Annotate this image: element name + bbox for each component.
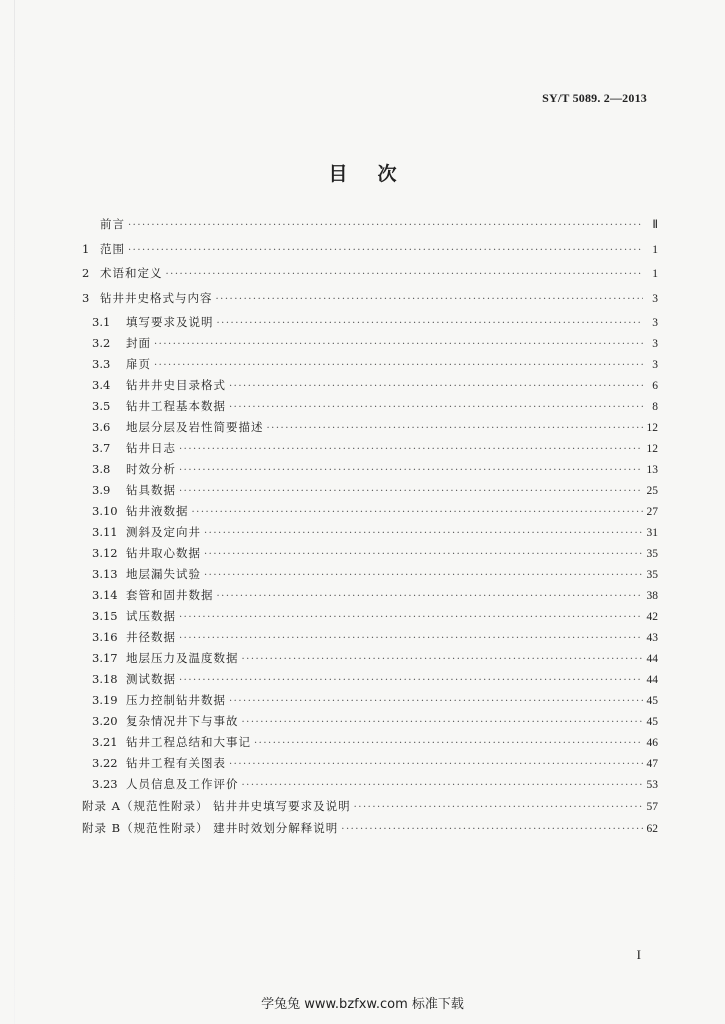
- toc-entry: [82, 356, 658, 372]
- toc-entry-page: 44: [646, 674, 658, 686]
- toc-leader-dots: [192, 507, 644, 518]
- toc-entry-page: 6: [652, 380, 658, 392]
- toc-entry: [82, 314, 658, 330]
- toc-entry-number: 2: [82, 266, 90, 280]
- toc-entry-number: 3.1: [92, 315, 111, 329]
- toc-entry-number: 3.11: [92, 525, 118, 539]
- toc-entry-label: 范围: [100, 242, 125, 256]
- toc-entry-page: 57: [646, 801, 658, 813]
- toc-entry-page: 42: [646, 611, 658, 623]
- toc-entry-page: 35: [646, 569, 658, 581]
- toc-entry-page: Ⅱ: [652, 219, 658, 231]
- toc-entry: [82, 461, 658, 477]
- toc-entry-label: 钻井取心数据: [126, 546, 201, 560]
- toc-entry: [82, 419, 658, 435]
- toc-leader-dots: [179, 633, 643, 644]
- toc-entry-number: 3.17: [92, 651, 118, 665]
- toc-leader-dots: [179, 465, 643, 476]
- toc-leader-dots: [229, 759, 643, 770]
- toc-entry-number: 3.22: [92, 756, 118, 770]
- toc-entry-label: 钻井井史目录格式: [126, 378, 226, 392]
- toc-entry-label: 扉页: [126, 357, 151, 371]
- toc-entry-number: 3.20: [92, 714, 118, 728]
- toc-entry-number: 3.19: [92, 693, 118, 707]
- toc-entry-page: 13: [646, 464, 658, 476]
- toc-entry-number: 3.13: [92, 567, 118, 581]
- toc-entry-number: 3.4: [92, 378, 111, 392]
- toc-entry-page: 3: [652, 338, 658, 350]
- toc-entry-label: 井径数据: [126, 630, 176, 644]
- toc-entry-page: 12: [646, 443, 658, 455]
- toc-entry-label: 地层分层及岩性简要描述: [126, 420, 264, 434]
- toc-entry: [82, 290, 658, 306]
- toc-leader-dots: [128, 245, 643, 256]
- toc-leader-dots: [179, 612, 643, 623]
- toc-entry-label: 复杂情况井下与事故: [126, 714, 239, 728]
- toc-entry-label: 钻井井史格式与内容: [100, 291, 213, 305]
- toc-entry-number: 1: [82, 242, 90, 256]
- toc-entry-label: 地层压力及温度数据: [126, 651, 239, 665]
- toc-leader-dots: [267, 423, 644, 434]
- toc-entry-page: 8: [652, 401, 658, 413]
- toc-entry-label: 钻井工程总结和大事记: [126, 735, 251, 749]
- toc-entry-number: 3.16: [92, 630, 118, 644]
- toc-entry: [82, 241, 658, 257]
- toc-entry: [82, 216, 658, 232]
- toc-entry: [82, 398, 658, 414]
- toc-leader-dots: [154, 360, 643, 371]
- toc-entry-page: 44: [646, 653, 658, 665]
- toc-entry: [82, 524, 658, 540]
- toc-entry-number: 3.2: [92, 336, 111, 350]
- toc-entry: [82, 566, 658, 582]
- toc-leader-dots: [154, 339, 643, 350]
- toc-entry-label: 试压数据: [126, 609, 176, 623]
- toc-entry-number: 3.10: [92, 504, 118, 518]
- toc-entry-page: 25: [646, 485, 658, 497]
- toc-entry-number: 3.18: [92, 672, 118, 686]
- toc-leader-dots: [128, 220, 643, 231]
- toc-leader-dots: [242, 780, 644, 791]
- toc-entry-page: 27: [646, 506, 658, 518]
- toc-entry-label: 地层漏失试验: [126, 567, 201, 581]
- toc-leader-dots: [166, 269, 644, 280]
- toc-entry: [82, 545, 658, 561]
- toc-entry-label: 附录 A（规范性附录） 钻井井史填写要求及说明: [82, 799, 351, 813]
- toc-leader-dots: [354, 802, 643, 813]
- toc-entry: [82, 503, 658, 519]
- toc-entry-label: 时效分析: [126, 462, 176, 476]
- toc-entry: [82, 440, 658, 456]
- toc-entry: [82, 265, 658, 281]
- toc-leader-dots: [254, 738, 643, 749]
- toc-entry-label: 人员信息及工作评价: [126, 777, 239, 791]
- toc-entry: [82, 377, 658, 393]
- toc-entry: [82, 671, 658, 687]
- toc-entry-label: 压力控制钻井数据: [126, 693, 226, 707]
- toc-leader-dots: [204, 570, 643, 581]
- toc-entry-label: 封面: [126, 336, 151, 350]
- page-number: I: [636, 947, 641, 962]
- toc-entry-page: 45: [646, 716, 658, 728]
- toc-entry-page: 1: [652, 244, 658, 256]
- toc-entry-number: 3.14: [92, 588, 118, 602]
- toc-entry-number: 3.12: [92, 546, 118, 560]
- toc-entry-number: 3.5: [92, 399, 111, 413]
- toc-entry-label: 钻具数据: [126, 483, 176, 497]
- toc-entry-label: 钻井液数据: [126, 504, 189, 518]
- toc-entry-number: 3.21: [92, 735, 118, 749]
- toc-entry: [82, 650, 658, 666]
- toc-entry-label: 前言: [100, 217, 125, 231]
- toc-entry: [82, 608, 658, 624]
- toc-entry-number: 3.23: [92, 777, 118, 791]
- page-title: 目次: [328, 163, 427, 185]
- toc-entry-number: 3: [82, 291, 90, 305]
- toc-entry-number: 3.7: [92, 441, 111, 455]
- toc-entry-page: 12: [646, 422, 658, 434]
- toc-leader-dots: [229, 381, 643, 392]
- toc-leader-dots: [216, 294, 644, 305]
- toc-entry-page: 3: [652, 293, 658, 305]
- toc-entry: [82, 587, 658, 603]
- toc-entry-page: 45: [646, 695, 658, 707]
- toc-entry-label: 附录 B（规范性附录） 建井时效划分解释说明: [82, 821, 339, 835]
- toc-entry-label: 套管和固井数据: [126, 588, 214, 602]
- toc-entry-label: 钻井工程基本数据: [126, 399, 226, 413]
- toc-entry: [82, 629, 658, 645]
- toc-entry-label: 术语和定义: [100, 266, 163, 280]
- toc-leader-dots: [242, 717, 644, 728]
- toc-entry: [82, 692, 658, 708]
- toc-entry: [82, 734, 658, 750]
- toc-entry-page: 38: [646, 590, 658, 602]
- toc-entry-number: 3.3: [92, 357, 111, 371]
- toc-entry-page: 3: [652, 317, 658, 329]
- toc-entry: [82, 755, 658, 771]
- standard-code: SY/T 5089. 2—2013: [542, 91, 647, 105]
- toc-entry-label: 钻井日志: [126, 441, 176, 455]
- toc-leader-dots: [179, 675, 643, 686]
- toc-entry-page: 53: [646, 779, 658, 791]
- toc-entry-number: 3.15: [92, 609, 118, 623]
- toc-entry: [82, 335, 658, 351]
- toc-leader-dots: [204, 528, 643, 539]
- toc-entry-number: 3.9: [92, 483, 111, 497]
- toc-leader-dots: [217, 318, 644, 329]
- toc-entry-page: 43: [646, 632, 658, 644]
- scan-edge-line: [14, 0, 15, 1024]
- footer-watermark: 学兔兔 www.bzfxw.com 标准下载: [261, 997, 464, 1012]
- toc-entry-page: 47: [646, 758, 658, 770]
- toc-leader-dots: [229, 402, 643, 413]
- toc-entry-label: 填写要求及说明: [126, 315, 214, 329]
- toc-entry-label: 测斜及定向井: [126, 525, 201, 539]
- toc-leader-dots: [179, 444, 643, 455]
- toc-entry-page: 3: [652, 359, 658, 371]
- toc-entry-page: 31: [646, 527, 658, 539]
- toc-entry-page: 35: [646, 548, 658, 560]
- toc-entry: [82, 776, 658, 792]
- toc-leader-dots: [204, 549, 643, 560]
- toc-entry: [82, 482, 658, 498]
- toc-leader-dots: [242, 654, 644, 665]
- toc-entry: [82, 713, 658, 729]
- toc-entry: [82, 820, 658, 836]
- toc-leader-dots: [217, 591, 644, 602]
- toc-entry-label: 钻井工程有关图表: [126, 756, 226, 770]
- toc-leader-dots: [229, 696, 643, 707]
- toc-entry-page: 46: [646, 737, 658, 749]
- toc-leader-dots: [179, 486, 643, 497]
- toc-entry-page: 62: [646, 823, 658, 835]
- toc-entry: [82, 798, 658, 814]
- toc-entry-number: 3.6: [92, 420, 111, 434]
- toc-entry-label: 测试数据: [126, 672, 176, 686]
- toc-leader-dots: [341, 824, 643, 835]
- toc-entry-number: 3.8: [92, 462, 111, 476]
- toc-entry-page: 1: [652, 268, 658, 280]
